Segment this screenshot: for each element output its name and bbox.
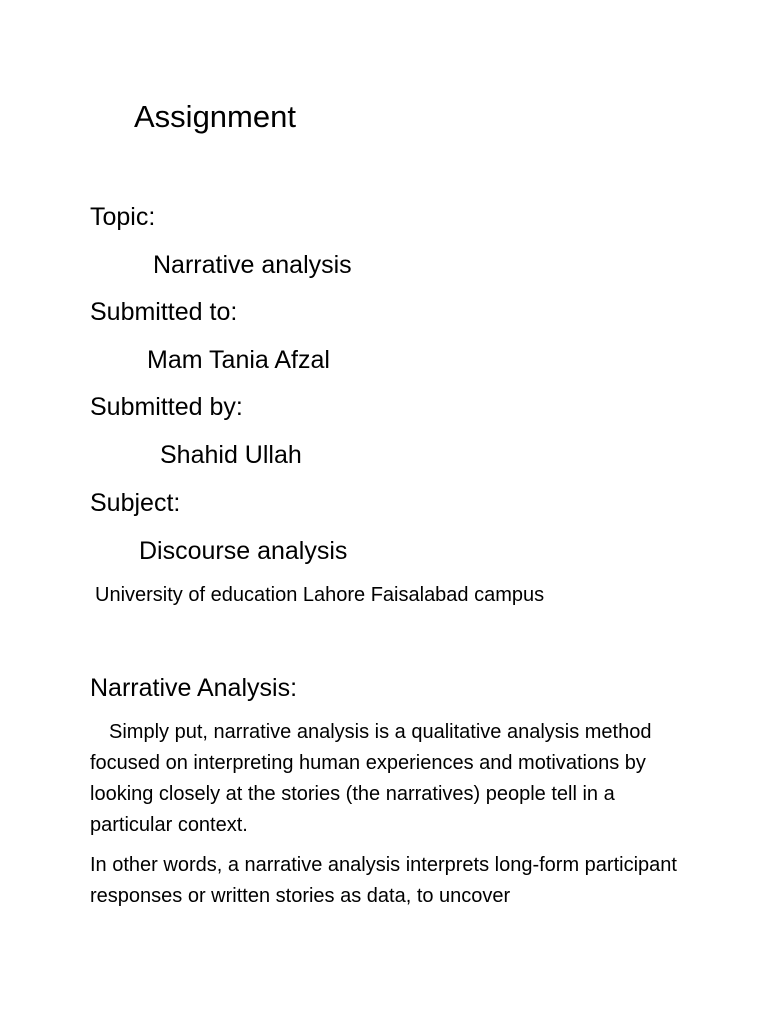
submitted-by-label: Submitted by: xyxy=(90,393,243,421)
subject-value: Discourse analysis xyxy=(139,537,348,565)
document-title: Assignment xyxy=(134,99,296,134)
submitted-by-value: Shahid Ullah xyxy=(160,441,302,469)
university-name: University of education Lahore Faisalabad campus xyxy=(95,584,545,606)
submitted-to-value: Mam Tania Afzal xyxy=(147,346,330,374)
subject-label: Subject: xyxy=(90,489,181,517)
section-heading: Narrative Analysis: xyxy=(90,674,298,702)
topic-value: Narrative analysis xyxy=(153,251,352,279)
topic-label: Topic: xyxy=(90,203,156,231)
submitted-to-label: Submitted to: xyxy=(90,298,238,326)
paragraph-other-words: In other words, a narrative analysis interprets long-form participant responses or written stories as data, to uncover xyxy=(90,854,677,907)
paragraph-definition: Simply put, narrative analysis is a qualitative analysis method focused on interpreting human experiences and motivations by looking closely at the stories (the narratives) people tell in a particular context. xyxy=(90,721,652,836)
